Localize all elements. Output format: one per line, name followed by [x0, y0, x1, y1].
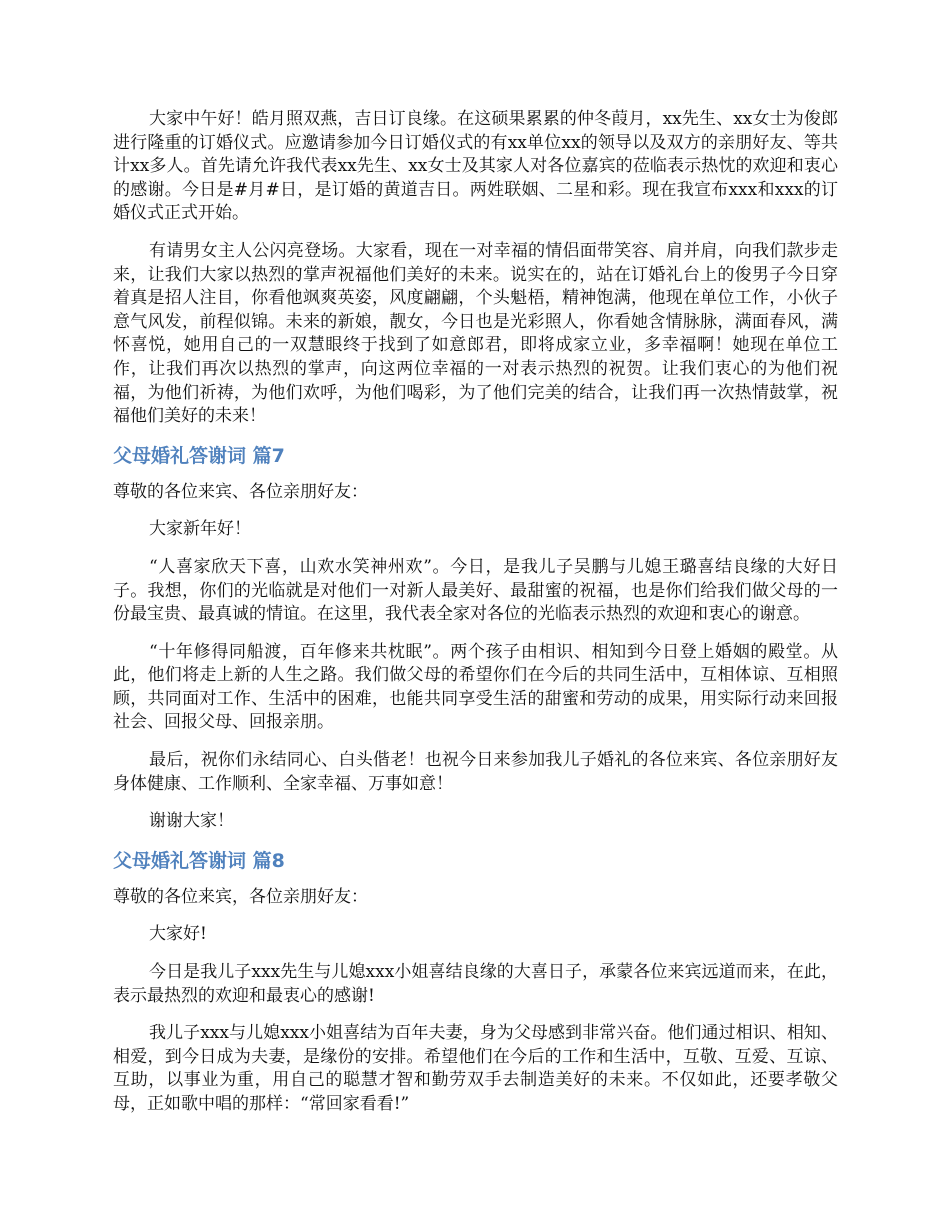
- body-paragraph: 我儿子xxx与儿媳xxx小姐喜结为百年夫妻，身为父母感到非常兴奋。他们通过相识、相知、相爱，到今日成为夫妻，是缘份的安排。希望他们在今后的工作和生活中，互敬、互爱、互谅、互助，以事业为重，用自己的聪慧才智和勤劳双手去制造美好的未来。不仅如此，还要孝敬父母，正如歌中唱的那样：“常回家看看!”: [113, 1023, 838, 1114]
- body-paragraph: 最后，祝你们永结同心、白头偕老！也祝今日来参加我儿子婚礼的各位来宾、各位亲朋好友身体健康、工作顺利、全家幸福、万事如意！: [113, 750, 838, 794]
- body-paragraph: 今日是我儿子xxx先生与儿媳xxx小姐喜结良缘的大喜日子，承蒙各位来宾远道而来，在此，表示最热烈的欢迎和最衷心的感谢!: [113, 962, 838, 1006]
- body-paragraph: “十年修得同船渡，百年修来共枕眠”。两个孩子由相识、相知到今日登上婚姻的殿堂。从此，他们将走上新的人生之路。我们做父母的希望你们在今后的共同生活中，互相体谅、互相照顾，共同面对工作、生活中的困难，也能共同享受生活的甜蜜和劳动的成果，用实际行动来回报社会、回报父母、回报亲朋。: [113, 641, 838, 733]
- section-6-body: [113, 108, 838, 429]
- section-heading: 父母婚礼答谢词 篇7: [113, 444, 285, 467]
- salutation: 尊敬的各位来宾，各位亲朋好友：: [113, 886, 368, 907]
- body-paragraph: 大家新年好！: [149, 519, 251, 540]
- section-8: [113, 848, 838, 1117]
- body-paragraph: 大家好!: [149, 924, 207, 945]
- body-paragraph: 大家中午好！皓月照双燕，吉日订良缘。在这硕果累累的仲冬葭月，xx先生、xx女士为俊郎进行隆重的订婚仪式。应邀请参加今日订婚仪式的有xx单位xx的领导以及双方的亲朋好友、等共计xx多人。首先请允许我代表xx先生、xx女士及其家人对各位嘉宾的莅临表示热忱的欢迎和衷心的感谢。今日是#月#日，是订婚的黄道吉日。两姓联姻、二星和彩。现在我宣布xxx和xxx的订婚仪式正式开始。: [113, 109, 838, 224]
- body-paragraph: 谢谢大家！: [149, 811, 234, 832]
- section-heading: 父母婚礼答谢词 篇8: [113, 849, 285, 872]
- section-7: [113, 443, 838, 834]
- salutation: 尊敬的各位来宾、各位亲朋好友：: [113, 481, 368, 502]
- body-paragraph: 有请男女主人公闪亮登场。大家看，现在一对幸福的情侣面带笑容、肩并肩，向我们款步走来，让我们大家以热烈的掌声祝福他们美好的未来。说实在的，站在订婚礼台上的俊男子今日穿着真是招人注目，你看他飒爽英姿，风度翩翩，个头魁梧，精神饱满，他现在单位工作，小伙子意气风发，前程似锦。未来的新娘，靓女，今日也是光彩照人，你看她含情脉脉，满面春风，满怀喜悦，她用自己的一双慧眼终于找到了如意郎君，即将成家立业，多幸福啊！她现在单位工作，让我们再次以热烈的掌声，向这两位幸福的一对表示热烈的祝贺。让我们衷心的为他们祝福，为他们祈祷，为他们欢呼，为他们喝彩，为了他们完美的结合，让我们再一次热情鼓掌，祝福他们美好的未来！: [113, 240, 838, 427]
- document-page: [113, 108, 838, 1131]
- body-paragraph: “人喜家欣天下喜，山欢水笑神州欢”。今日，是我儿子吴鹏与儿媳王璐喜结良缘的大好日子。我想，你们的光临就是对他们一对新人最美好、最甜蜜的祝福，也是你们给我们做父母的一份最宝贵、最真诚的情谊。在这里，我代表全家对各位的光临表示热烈的欢迎和衷心的谢意。: [113, 556, 838, 625]
